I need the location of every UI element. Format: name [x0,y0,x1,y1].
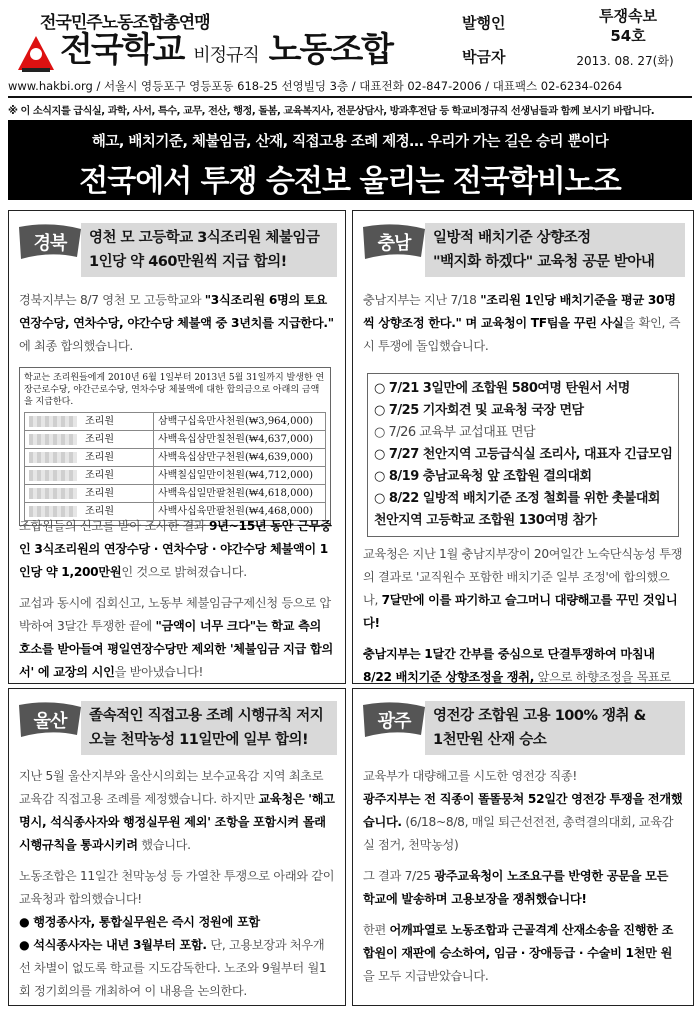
name-cell [25,449,154,467]
text-bold: "금액이 너무 크다"는 학교 측의 호소를 받아들여 평일연장수당만 제외한 '체불임금 지급 합의서' 에 교장의 시인 [19,619,333,679]
amount-cell: 사백육십삼만칠천원(₩4,637,000) [154,431,326,449]
text: 교육부가 대량해고를 시도한 영전강 직종! [363,769,577,783]
timeline-item: ○ 7/25 기자회견 및 교육청 국장 면담 [374,403,584,418]
text: 에 최종 합의했습니다. [19,339,133,353]
text: 경북지부는 8/7 영천 모 고등학교와 [19,293,205,307]
text-bold: 광주지부는 전 직종이 똘똘뭉쳐 52일간 영전강 투쟁을 전개했습니다. [363,792,683,829]
flag-icon [361,223,427,263]
text: 충남지부는 지난 7/18 [363,293,481,307]
article-body [19,765,335,1003]
role-text: 조리원 [85,487,114,499]
timeline-item: ○ 8/19 충남교육청 앞 조합원 결의대회 [374,469,592,484]
text: 교섭과 동시에 집회신고, 노동부 체불임금구제신청 등으로 압박하여 3달간 투쟁한 끝에 [19,596,331,633]
region-label: 광주 [377,711,411,732]
region-label: 울산 [33,711,67,732]
issue-date: 2013. 08. 27(화) [576,54,674,68]
text: 조합원들의 신고를 받아 조사한 결과 [19,519,209,533]
text-bold: 충남지부는 1달간 간부를 중심으로 단결투쟁하여 마침내 8/22 배치기준 상향조정을 쟁취, [363,647,655,684]
redacted-name [29,416,77,427]
amount-cell: 사백사십육만팔천원(₩4,468,000) [154,503,326,521]
issue-info [572,6,684,46]
title-line: 오늘 천막농성 11일만에 일부 합의! [89,732,309,748]
text: 앞으로 하향조정을 목표로 [537,670,671,684]
text: 단, 고용보장과 처우개선 차별이 없도록 학교를 지도감독한다. 노조와 9월부터 월1회 정기회의를 개최하여 이 내용을 논의한다. [19,938,327,998]
title-line: "백지화 하겠다" 교육청 공문 받아내 [433,254,655,270]
region-label: 충남 [377,233,411,254]
text-bold: 광주교육청이 노조요구를 반영한 공문을 모든 학교에 발송하며 고용보장을 쟁취했습니다! [363,869,669,906]
text: 을 모두 지급받았습니다. [363,969,489,983]
masthead [0,0,700,117]
article-gwangju [352,688,694,1006]
headline-title: 전국에서 투쟁 승전보 울리는 전국학비노조 [79,164,621,199]
torch-logo [14,34,58,74]
flag-icon [361,701,427,741]
name-cell [25,467,154,485]
role-text: 조리원 [85,415,114,427]
article-gyeongbuk [8,210,346,684]
union-name-part: 전국학교 [60,30,184,70]
table-row [25,485,326,503]
text: 인 것으로 밝혀졌습니다. [121,565,247,579]
timeline-item: ○ 7/27 천안지역 고등급식실 조리사, 대표자 긴급모임 [374,447,673,462]
redacted-name [29,470,77,481]
headline-band [8,120,692,200]
article-title [81,223,337,277]
article-title [425,701,685,755]
flag-icon [17,223,83,263]
text: 교육청은 지난 1월 충남지부장이 20여일간 노숙단식농성 투쟁의 결과로 '교직원수 포함한 배치기준 일부 조정'에 합의했으나, [363,547,683,607]
table-row [25,467,326,485]
bullet-item: ● 행정종사자, 통합실무원은 즉시 정원에 포함 [19,915,260,929]
table-row [25,413,326,431]
role-text: 조리원 [85,505,114,517]
text-bold: 9년~15년 동안 근무중인 3식조리원의 연장수당 · 연차수당 · 야간수당 체불액이 1인당 약 1,200만원 [19,519,332,579]
timeline-item: ○ 7/21 3일만에 조합원 580여명 탄원서 서명 [374,381,630,396]
title-line: 영천 모 고등학교 3식조리원 체불임금 [89,230,320,246]
text: 그 결과 7/25 [363,869,435,883]
text: 한편 [363,923,390,937]
region-label: 경북 [33,233,67,254]
amount-cell: 사백칠십일만이천원(₩4,712,000) [154,467,326,485]
role-text: 조리원 [85,451,114,463]
amount-cell: 사백육십삼만구천원(₩4,639,000) [154,449,326,467]
redacted-name [29,434,77,445]
text: 했습니다. [137,838,191,852]
text-bold: 어깨파열로 노동조합과 근골격계 산재소송을 진행한 조합원이 재판에 승소하여, 임금 · 장애등급 · 수술비 1천만 원 [363,923,674,960]
text-bold: "조리원 1인당 배치기준을 평균 30명씩 상향조정 한다." 며 교육청이 TF팀을 꾸린 사실 [363,293,676,330]
issue-title: 투쟁속보 [599,7,657,25]
role-text: 조리원 [85,469,114,481]
article-title [425,223,685,277]
title-line: 1천만원 산재 승소 [433,732,547,748]
agreement-excerpt [19,367,331,526]
article-body [19,289,335,366]
text-bold: 교육청은 '해고 명시, 석식종사자와 행정실무원 제외' 조항을 포함시켜 몰래 시행규칙을 통과시키려 [19,792,335,852]
excerpt-text: 학교는 조리원들에게 2010년 6월 1일부터 2013년 5월 31일까지 발생한 연장근로수당, 야간근로수당, 연차수당 체불액에 대한 합의금으로 아래의 금액을 지급한다. [24,373,325,407]
article-body [363,765,683,996]
timeline-item: 천안지역 고등학교 조합원 130여명 참가 [374,513,597,528]
timeline-item: ○ 7/26 교육부 교섭대표 면담 [374,425,536,440]
amount-cell: 삼백구십육만사천원(₩3,964,000) [154,413,326,431]
text-bold: 7달만에 이를 파기하고 슬그머니 대량해고를 꾸민 것입니다! [363,593,678,630]
bullet-item: ● 석식종사자는 내년 3월부터 포함. [19,938,207,952]
title-line: 일방적 배치기준 상향조정 [433,230,591,246]
text: 노동조합은 11일간 천막농성 등 가열찬 투쟁으로 아래와 같이 교육청과 합의했습니다! [19,869,335,906]
flag-icon [17,701,83,741]
union-name-part: 비정규직 [193,45,259,66]
name-cell [25,485,154,503]
role-text: 조리원 [85,433,114,445]
text: 을 받아냈습니다! [114,665,204,679]
redacted-name [29,488,77,499]
redacted-name [29,452,77,463]
publisher-name: 박금자 [462,48,506,66]
union-name-part: 노동조합 [268,30,393,70]
text-bold: "3식조리원 6명의 토요연장수당, 연차수당, 야간수당 체불액 중 3년치를 지급한다." [19,293,334,330]
issue-number: 54호 [610,27,646,45]
notice-line: ※ 이 소식지를 급식실, 과학, 사서, 특수, 교무, 전산, 행정, 돌봄, 교육복지사, 전문상담사, 방과후전담 등 학교비정규직 선생님들과 함께 보시기 바랍니다. [8,106,655,117]
headline-subtitle: 해고, 배치기준, 체불임금, 산재, 직접고용 조례 제정… 우리가 가는 길은 승리 뿐이다 [91,134,609,150]
title-line: 영전강 조합원 고용 100% 쟁취 & [433,708,646,724]
publication-info [462,6,684,72]
table-row [25,431,326,449]
publisher-label: 발행인 [462,14,506,32]
text: (6/18~8/8, 매일 퇴근선전전, 총력결의대회, 교육감실 점거, 천막농성) [363,815,674,852]
name-cell [25,431,154,449]
name-cell [25,413,154,431]
timeline-item: ○ 8/22 일방적 배치기준 조정 철회를 위한 촛불대회 [374,491,660,506]
article-body [19,515,335,692]
text: 을 확인, 즉시 투쟁에 돌입했습니다. [363,316,681,353]
contact-line: www.hakbi.org / 서울시 영등포구 영등포동 618-25 선영빌딩 3층 / 대표전화 02-847-2006 / 대표팩스 02-6234-0264 [8,79,623,93]
article-title [81,701,337,755]
article-ulsan [8,688,346,1006]
table-row [25,449,326,467]
federation-name: 전국민주노동조합총연맹 [40,13,210,33]
divider [8,96,692,98]
title-line: 졸속적인 직접고용 조례 시행규칙 저지 [89,708,324,724]
union-name [60,30,392,76]
text: 지난 5월 울산지부와 울산시의회는 보수교육감 지역 최초로 교육감 직접고용 조례를 제정했습니다. 하지만 [19,769,324,806]
title-line: 1인당 약 460만원씩 지급 합의! [89,254,287,270]
amount-cell: 사백육십일만팔천원(₩4,618,000) [154,485,326,503]
article-chungnam [352,210,694,684]
payment-table [24,412,326,521]
event-timeline [367,373,679,537]
article-body [363,289,683,366]
